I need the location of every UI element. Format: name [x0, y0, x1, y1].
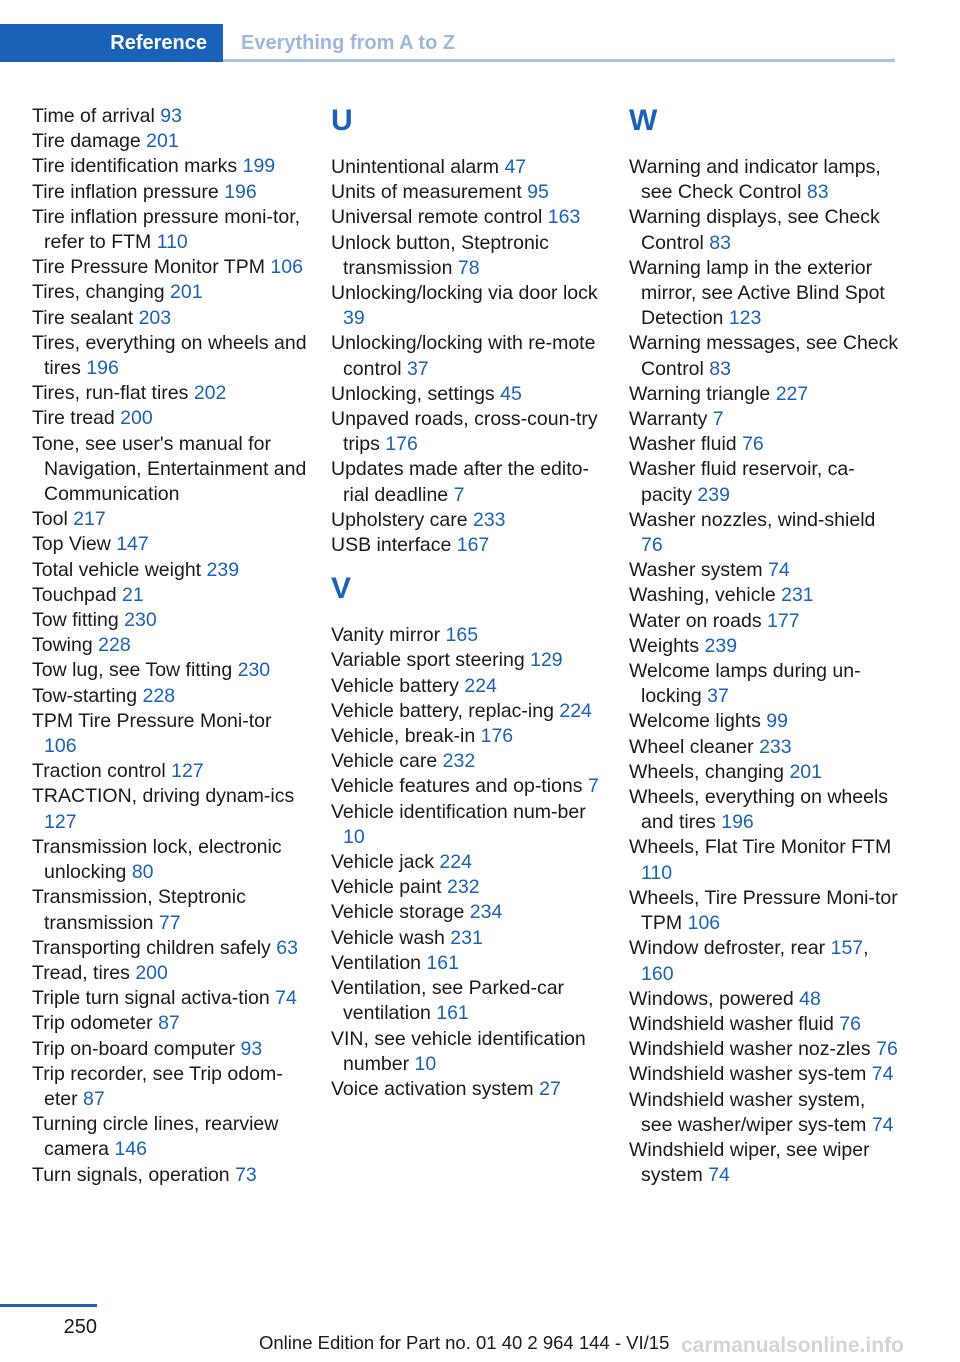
index-entry-text: Vehicle wash — [331, 926, 445, 949]
page-reference-link[interactable]: 196 — [224, 180, 257, 203]
watermark: carmanualsonline.info — [681, 1334, 904, 1357]
page-reference-link[interactable]: 233 — [472, 508, 506, 531]
index-entry-text: Vehicle jack — [331, 851, 434, 874]
index-entry — [629, 1062, 899, 1087]
index-entry-text: Unlocking, settings — [331, 382, 495, 405]
page-reference-link[interactable]: 95 — [527, 181, 549, 204]
index-entry — [629, 785, 899, 835]
index-entry-text: Traction control — [32, 760, 166, 783]
page-reference-link[interactable]: 48 — [799, 987, 821, 1010]
header-rule — [223, 59, 895, 62]
index-entry — [331, 749, 607, 774]
index-entry — [32, 306, 308, 331]
index-entry-text: Voice activation system — [331, 1077, 534, 1100]
page-reference-link[interactable]: 127 — [44, 810, 77, 833]
index-entry-text: Windshield wiper, see wiper system — [629, 1138, 870, 1187]
index-entry — [629, 987, 899, 1012]
index-entry-text: Tires, run-flat tires — [32, 382, 189, 405]
index-entry-text: Transmission lock, electronic unlocking — [32, 835, 282, 884]
index-entry — [629, 735, 899, 760]
footer-rule — [0, 1304, 97, 1307]
index-entry-text: Tires, changing — [32, 281, 165, 304]
index-entry-text: Tires, everything on wheels and tires — [32, 331, 307, 380]
index-entry-text: Upholstery care — [331, 508, 468, 531]
index-entry — [32, 835, 308, 885]
index-entry — [32, 558, 308, 583]
index-entry — [32, 1011, 308, 1036]
index-entry-text: Wheels, changing — [629, 760, 785, 783]
page-reference-link[interactable]: 239 — [704, 634, 738, 657]
page-reference-link[interactable]: 63 — [276, 936, 298, 959]
index-entry-text: Vehicle battery, replac-ing — [331, 699, 554, 722]
index-entry-text: Water on roads — [629, 609, 762, 632]
page-reference-link[interactable]: 146 — [114, 1138, 147, 1161]
index-entry-text: Unlocking/locking with re-mote control — [331, 332, 596, 380]
index-entry — [32, 331, 308, 381]
index-entry — [629, 155, 899, 205]
page-reference-link[interactable]: 123 — [728, 307, 762, 330]
page-reference-link[interactable]: 74 — [871, 1113, 894, 1136]
page-reference-link[interactable]: 27 — [539, 1077, 561, 1100]
index-entry — [331, 382, 607, 407]
page-reference-link[interactable]: 10 — [343, 825, 365, 848]
page-reference-link[interactable]: 224 — [559, 699, 592, 722]
index-entry-text: Unlock button, Steptronic transmission — [331, 231, 549, 279]
index-entry — [629, 1138, 899, 1188]
index-entry — [629, 659, 899, 709]
page-reference-link[interactable]: 110 — [156, 231, 188, 254]
index-entry-text: Transporting children safely — [32, 936, 271, 959]
page-header — [0, 24, 895, 62]
index-entry — [32, 709, 308, 759]
page-reference-link[interactable]: 165 — [445, 624, 479, 647]
index-entry-text: Warning messages, see Check Control — [629, 332, 899, 380]
index-entry — [331, 407, 607, 457]
page-reference-link[interactable]: 232 — [442, 750, 476, 773]
page-reference-link[interactable]: 93 — [240, 1037, 263, 1060]
index-entry — [629, 886, 899, 936]
index-entry-text: Trip on-board computer — [32, 1037, 236, 1060]
index-entry-text: Vehicle care — [331, 750, 438, 773]
page-reference-link[interactable]: 217 — [73, 508, 106, 531]
page-reference-link[interactable]: 106 — [44, 735, 77, 758]
page-reference-link[interactable]: 76 — [839, 1012, 861, 1035]
index-entry-text: TPM Tire Pressure Moni-tor — [32, 709, 272, 732]
page-reference-link[interactable]: 39 — [343, 307, 365, 330]
page-reference-link[interactable]: 231 — [781, 584, 814, 607]
page-reference-link[interactable]: 224 — [464, 674, 497, 697]
index-entry-text: Transmission, Steptronic transmission — [32, 886, 246, 934]
index-entry-text: Unlocking/locking via door lock — [331, 282, 598, 305]
index-entry-text: TRACTION, driving dynam-ics — [32, 785, 295, 808]
index-entry — [629, 1012, 899, 1037]
index-entry — [629, 256, 899, 332]
index-entry — [331, 926, 607, 951]
index-entry — [331, 508, 607, 533]
index-entry-text: Tone, see user's manual for Navigation, Entertainment and Communication — [32, 432, 307, 506]
index-entry — [629, 835, 899, 885]
index-entry-text: Vehicle storage — [331, 901, 465, 924]
page-reference-link[interactable]: 161 — [426, 951, 459, 974]
index-entry-text: Warning displays, see Check Control — [629, 206, 880, 254]
index-entry — [32, 532, 308, 557]
page-reference-link[interactable]: 177 — [767, 609, 800, 632]
index-column-2 — [331, 104, 607, 1102]
index-entry-text: Towing — [32, 634, 93, 657]
index-entry — [629, 407, 899, 432]
index-entry-text: Warning lamp in the exterior mirror, see Active Blind Spot Detection — [629, 256, 885, 330]
index-entry-text: Tool — [32, 508, 68, 531]
index-entry-text: USB interface — [331, 534, 452, 557]
index-entry-text: Weights — [629, 634, 700, 657]
index-entry — [32, 255, 308, 280]
index-entry — [331, 724, 607, 749]
index-entry-text: Ventilation — [331, 951, 421, 974]
page-reference-link[interactable]: 234 — [469, 901, 503, 924]
index-entry — [32, 684, 308, 709]
index-entry — [32, 608, 308, 633]
page-reference-link[interactable]: 161 — [436, 1002, 469, 1025]
page-reference-link[interactable]: 201 — [146, 130, 179, 153]
page-reference-link[interactable]: 127 — [171, 760, 204, 783]
index-entry — [32, 633, 308, 658]
index-entry-text: Warranty — [629, 408, 708, 431]
index-entry-text: Windshield washer system, see washer/wiper sys-tem — [629, 1088, 867, 1136]
index-entry-text: Vehicle paint — [331, 876, 442, 899]
page-reference-link[interactable]: 45 — [500, 382, 522, 405]
index-entry — [629, 1037, 899, 1062]
page-reference-link[interactable]: 76 — [876, 1038, 898, 1061]
page-reference-link[interactable]: 77 — [158, 911, 181, 934]
page-reference-link[interactable]: 176 — [385, 433, 418, 456]
page-reference-link[interactable]: 233 — [759, 735, 792, 758]
page-reference-link[interactable]: 232 — [447, 876, 480, 899]
page-reference-link[interactable]: 201 — [170, 281, 203, 304]
page-reference-link[interactable]: 110 — [641, 861, 673, 884]
index-entry-text: Trip recorder, see Trip odom-eter — [32, 1062, 283, 1110]
index-entry-text: Tire Pressure Monitor TPM — [32, 256, 265, 279]
index-entry — [331, 951, 607, 976]
index-entry-text: Welcome lamps during un-locking — [629, 660, 861, 708]
index-entry-text: Vanity mirror — [331, 624, 441, 647]
index-entry-text: Washer system — [629, 559, 763, 582]
page-reference-link[interactable]: 199 — [242, 155, 276, 178]
index-entry-text: Windshield washer fluid — [629, 1012, 834, 1035]
index-entry-text: Vehicle battery — [331, 674, 459, 697]
page-reference-link[interactable]: 74 — [708, 1164, 730, 1187]
index-entry-text: Top View — [32, 533, 111, 556]
subsection-title: Everything from A to Z — [241, 32, 456, 54]
page-reference-link[interactable]: 196 — [86, 357, 119, 380]
section-tab[interactable]: Reference — [0, 24, 223, 62]
index-entry — [629, 457, 899, 507]
page-reference-link[interactable]: 87 — [158, 1012, 180, 1035]
index-entry-text: Windshield washer noz-zles — [629, 1038, 871, 1061]
index-entry-text: Welcome lights — [629, 710, 761, 733]
index-entry — [331, 205, 607, 230]
index-entry-text: Warning triangle — [629, 382, 771, 405]
index-entry-text: Ventilation, see Parked-car ventilation — [331, 977, 565, 1025]
index-entry — [629, 508, 899, 558]
index-entry-text: VIN, see vehicle identification number — [331, 1027, 586, 1075]
page-reference-link[interactable]: 74 — [275, 987, 297, 1010]
index-entry-text: Windshield washer sys-tem — [629, 1063, 867, 1086]
index-entry — [331, 875, 607, 900]
index-entry-text: Warning and indicator lamps, see Check Control — [629, 156, 881, 204]
page-reference-link[interactable]: 37 — [406, 357, 429, 380]
index-entry-text: Wheels, Flat Tire Monitor FTM — [629, 836, 892, 859]
index-letter-heading: U — [331, 104, 353, 137]
page-reference-link[interactable]: 21 — [122, 583, 144, 606]
index-entry — [331, 648, 607, 673]
page-reference-link[interactable]: 80 — [131, 861, 154, 884]
index-entry-text: Washer fluid reservoir, ca-pacity — [629, 458, 855, 506]
index-entry — [32, 154, 308, 179]
index-entry-text: Wheel cleaner — [629, 735, 754, 758]
index-entry — [331, 623, 607, 648]
index-entry — [331, 231, 607, 281]
index-entry — [331, 457, 607, 507]
index-entry — [331, 180, 607, 205]
index-entry — [32, 129, 308, 154]
page-reference-link[interactable]: 129 — [530, 649, 563, 672]
page-reference-link[interactable]: 203 — [138, 306, 172, 329]
page-reference-link[interactable]: 167 — [456, 534, 490, 557]
index-entry — [629, 1088, 899, 1138]
index-entry-text: Total vehicle weight — [32, 558, 202, 581]
index-entry-text: Unpaved roads, cross-coun-try trips — [331, 408, 598, 456]
index-entry — [32, 784, 308, 834]
index-entry-text: Tow-starting — [32, 684, 138, 707]
index-entry — [331, 699, 607, 724]
page-reference-link[interactable]: 176 — [480, 725, 514, 748]
index-entry-text: Unintentional alarm — [331, 156, 500, 178]
index-letter-heading: V — [331, 572, 352, 606]
page-reference-link[interactable]: 74 — [871, 1063, 894, 1086]
index-entry-text: Tire inflation pressure — [32, 180, 219, 203]
page-reference-link[interactable]: 83 — [709, 357, 731, 380]
index-entry-text: Window defroster, rear — [629, 937, 826, 960]
index-entry: Window defroster, rear 157, 160 — [629, 937, 869, 985]
page-reference-link[interactable]: 147 — [116, 533, 149, 556]
index-entry — [32, 507, 308, 532]
index-entry — [32, 1112, 308, 1162]
index-entry — [32, 1037, 308, 1062]
index-entry — [32, 205, 308, 255]
index-entry — [32, 583, 308, 608]
page-reference-link[interactable]: 224 — [439, 851, 472, 874]
page-reference-link[interactable]: 230 — [237, 659, 271, 682]
index-entry — [629, 331, 899, 381]
index-entry-text: Vehicle identification num-ber — [331, 800, 586, 823]
index-entry — [32, 406, 308, 431]
index-entry-text: Tire damage — [32, 130, 141, 153]
page-reference-link[interactable]: 200 — [135, 961, 168, 984]
page-reference-link[interactable]: 157 — [830, 937, 864, 960]
page-reference-link[interactable]: 7 — [453, 483, 465, 506]
index-entry — [331, 850, 607, 875]
page-reference-link[interactable]: 74 — [768, 559, 790, 582]
index-entry — [331, 774, 607, 799]
index-entry — [32, 104, 308, 129]
page-reference-link[interactable]: 93 — [160, 105, 182, 127]
index-entry-text: Universal remote control — [331, 206, 543, 229]
index-entry-text: Triple turn signal activa-tion — [32, 987, 270, 1010]
index-entry — [32, 180, 308, 205]
index-entry-text: Variable sport steering — [331, 649, 525, 672]
page-reference-link[interactable]: 83 — [806, 181, 829, 204]
index-entry — [331, 533, 607, 558]
page-reference-link[interactable]: 201 — [789, 760, 822, 783]
page-reference-link[interactable]: 47 — [504, 156, 527, 178]
index-entry — [32, 986, 308, 1011]
index-entry-text: Wheels, Tire Pressure Moni-tor TPM — [629, 886, 898, 935]
index-entry-text: Washer nozzles, wind-shield — [629, 508, 876, 531]
index-entry — [32, 936, 308, 961]
index-entry — [629, 558, 899, 583]
index-entry — [331, 800, 607, 850]
index-entry-text: Units of measurement — [331, 181, 522, 204]
index-entry — [32, 432, 308, 508]
index-entry-text: Tread, tires — [32, 961, 130, 984]
page-reference-link[interactable]: 163 — [547, 206, 581, 229]
page-reference-link[interactable]: 230 — [124, 609, 157, 632]
index-entry-text: Windows, powered — [629, 987, 794, 1010]
index-entry — [331, 1077, 607, 1102]
page-reference-link[interactable]: 106 — [270, 256, 303, 279]
page-reference-link[interactable]: 106 — [687, 912, 721, 935]
index-entry-text: Washing, vehicle — [629, 584, 776, 607]
index-entry-text: Wheels, everything on wheels and tires — [629, 786, 889, 834]
index-entry-text: Tow fitting — [32, 609, 119, 632]
index-entry — [32, 381, 308, 406]
page-reference-link[interactable]: 228 — [142, 684, 176, 707]
page-reference-link[interactable]: 99 — [766, 710, 788, 733]
index-entry — [331, 674, 607, 699]
index-entry — [32, 1163, 308, 1188]
index-entry-text: Washer fluid — [629, 433, 737, 456]
page-reference-link[interactable]: 87 — [83, 1087, 105, 1110]
page-reference-link[interactable]: 239 — [206, 558, 240, 581]
page-reference-link[interactable]: 160 — [641, 962, 674, 985]
index-entry — [331, 900, 607, 925]
index-entry-text: Tire inflation pressure moni-tor, refer to FTM — [32, 205, 301, 254]
page-reference-link[interactable]: 10 — [414, 1052, 437, 1075]
page-reference-link[interactable]: 7 — [587, 775, 599, 798]
index-entry — [32, 885, 308, 935]
page-reference-link[interactable]: 78 — [457, 256, 480, 279]
index-entry — [331, 976, 607, 1026]
index-entry — [331, 281, 607, 331]
index-entry — [629, 634, 899, 659]
index-entry — [629, 583, 899, 608]
index-entry — [629, 432, 899, 457]
index-entry-text: Tire tread — [32, 407, 115, 430]
index-entry-text: Updates made after the edito-rial deadline — [331, 458, 589, 506]
page-reference-link[interactable]: 83 — [709, 231, 731, 254]
edition-note: Online Edition for Part no. 01 40 2 964 144 - VI/15 — [259, 1332, 670, 1353]
index-entry-text: Turning circle lines, rearview camera — [32, 1113, 279, 1161]
page-reference-link[interactable]: 228 — [98, 634, 131, 657]
page-reference-link[interactable]: 73 — [235, 1163, 257, 1186]
index-entry — [331, 331, 607, 381]
index-entry — [32, 759, 308, 784]
index-entry-text: Tire identification marks — [32, 155, 238, 178]
page-reference-link[interactable]: 202 — [193, 382, 227, 405]
index-entry-text: Vehicle features and op-tions — [331, 775, 583, 798]
page-reference-link[interactable]: 239 — [697, 483, 730, 506]
page-reference-link[interactable]: 7 — [712, 408, 724, 431]
index-entry — [629, 205, 899, 255]
index-entry — [629, 709, 899, 734]
index-entry-text: Touchpad — [32, 583, 117, 606]
page-number: 250 — [63, 1316, 97, 1338]
page-reference-link[interactable]: 227 — [775, 382, 809, 405]
index-entry-text: Trip odometer — [32, 1012, 153, 1035]
page-reference-link[interactable]: 196 — [721, 811, 754, 834]
index-letter-heading: W — [629, 104, 658, 137]
index-column-3 — [629, 104, 899, 1188]
page-reference-link[interactable]: 231 — [450, 926, 483, 949]
page-reference-link[interactable]: 76 — [742, 433, 764, 456]
page-reference-link[interactable]: 76 — [641, 534, 663, 557]
index-entry — [32, 961, 308, 986]
index-entry — [32, 1062, 308, 1112]
index-entry — [629, 382, 899, 407]
index-entry — [629, 609, 899, 634]
page-reference-link[interactable]: 37 — [707, 685, 729, 708]
index-entry-text: Time of arrival — [32, 105, 155, 127]
index-entry — [629, 760, 899, 785]
index-entry-text: Turn signals, operation — [32, 1163, 230, 1186]
index-entry — [32, 280, 308, 305]
index-column-1 — [32, 104, 308, 1188]
index-entry-text: Vehicle, break-in — [331, 725, 476, 748]
index-entry — [331, 155, 607, 180]
page-reference-link[interactable]: 200 — [120, 407, 153, 430]
index-entry — [32, 658, 308, 683]
index-entry — [331, 1027, 607, 1077]
index-entry-text: Tire sealant — [32, 306, 134, 329]
index-entry-text: Tow lug, see Tow fitting — [32, 659, 233, 682]
